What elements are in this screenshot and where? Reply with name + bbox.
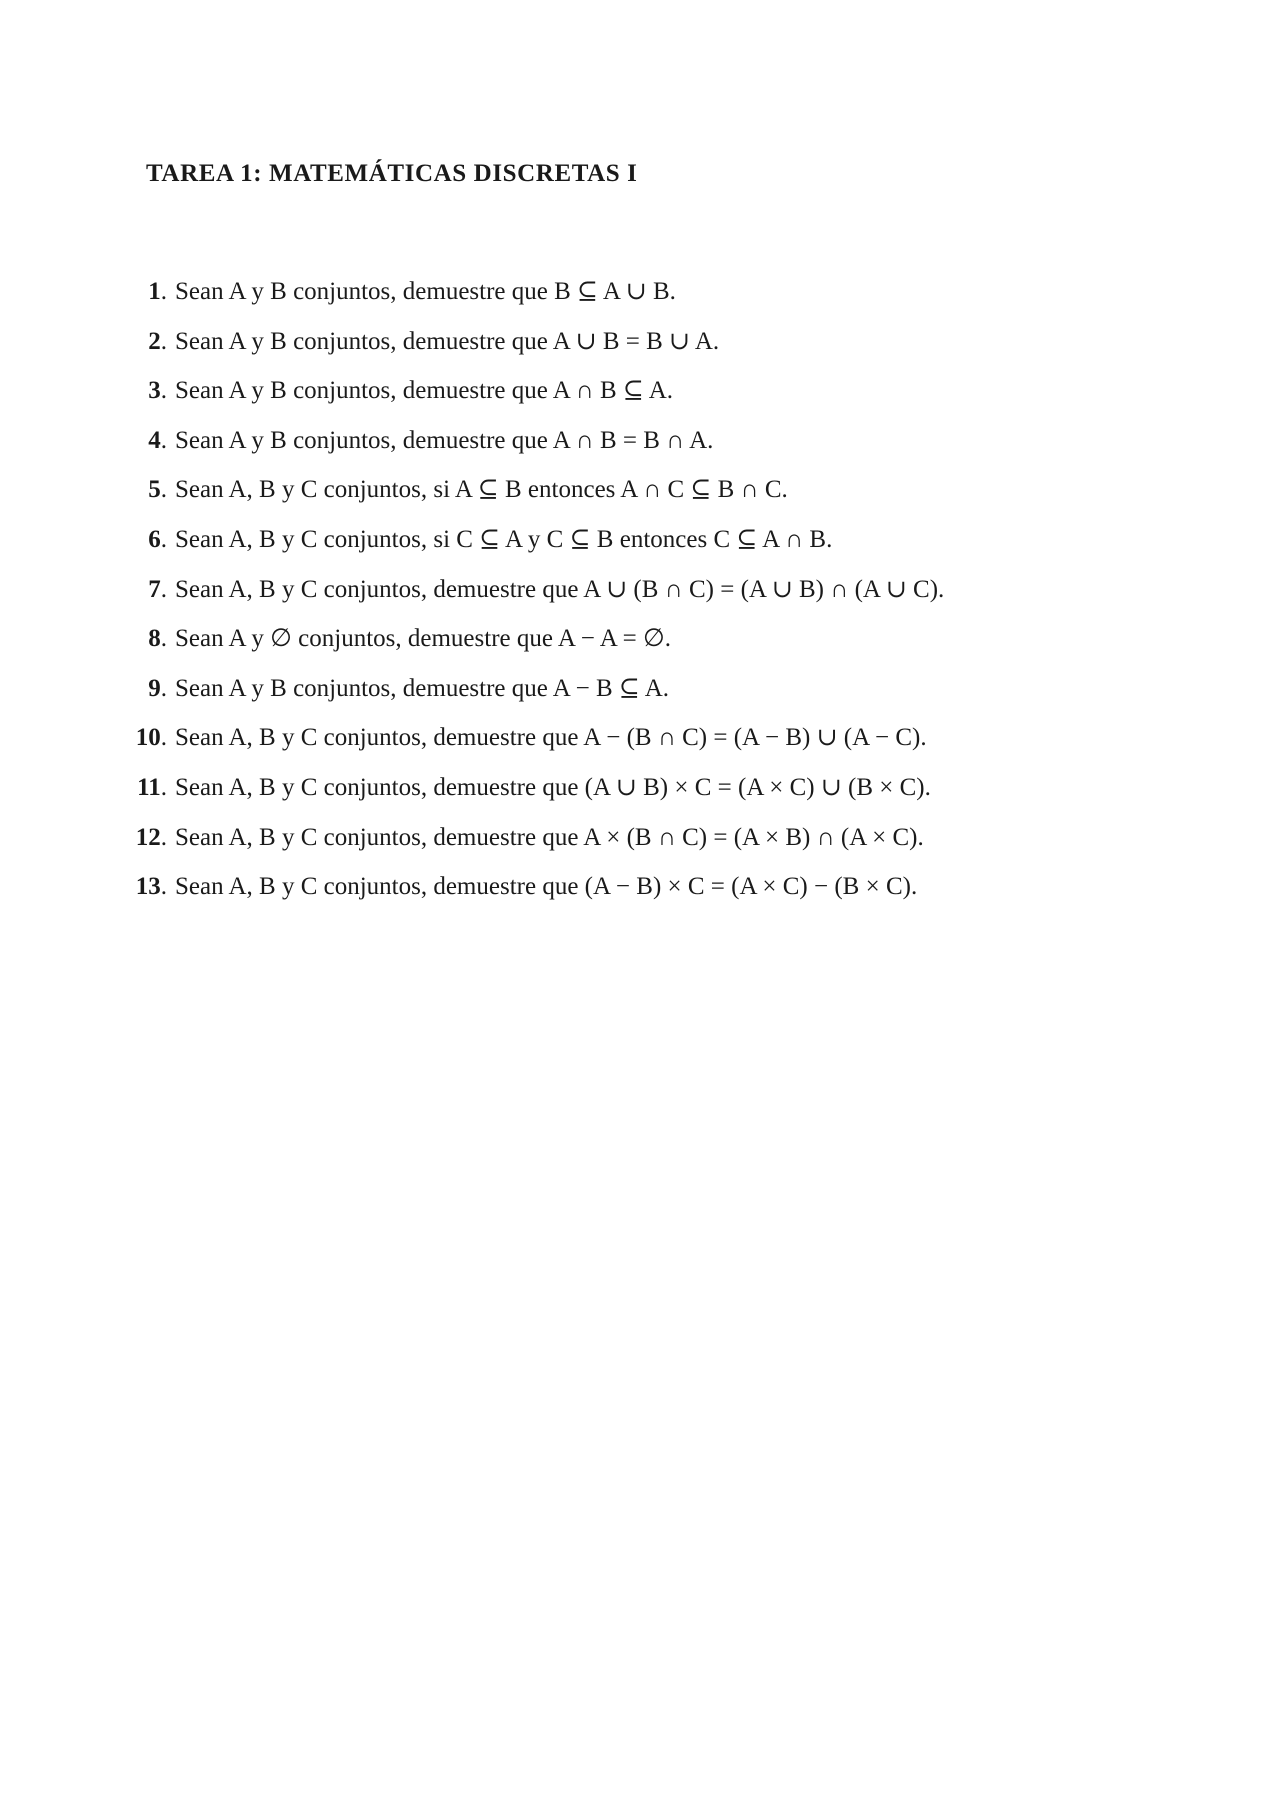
problem-number: 13. (135, 873, 167, 901)
problem-item (100, 322, 944, 372)
problem-text: Sean A y B conjuntos, demuestre que A − B ⊆ A. (175, 674, 670, 702)
problem-item (100, 421, 944, 471)
problem-number: 7. (148, 575, 167, 603)
problem-text: Sean A, B y C conjuntos, si A ⊆ B entonces A ∩ C ⊆ B ∩ C. (175, 476, 788, 504)
problem-text: Sean A y B conjuntos, demuestre que A ∪ B = B ∪ A. (175, 327, 720, 355)
problem-text: Sean A, B y C conjuntos, demuestre que A × (B ∩ C) = (A × B) ∩ (A × C). (175, 823, 924, 851)
problem-item (100, 818, 944, 868)
problem-text: Sean A, B y C conjuntos, demuestre que A ∪ (B ∩ C) = (A ∪ B) ∩ (A ∪ C). (175, 575, 945, 603)
problem-number: 12. (135, 823, 167, 851)
problem-number: 9. (148, 674, 167, 702)
problem-item (100, 867, 944, 917)
problem-text: Sean A y B conjuntos, demuestre que B ⊆ A ∪ B. (175, 278, 676, 305)
document-title: TAREA 1: MATEMÁTICAS DISCRETAS I (146, 160, 638, 187)
problem-list (100, 272, 944, 917)
problem-item (100, 520, 944, 570)
problem-text: Sean A y B conjuntos, demuestre que A ∩ B = B ∩ A. (175, 426, 714, 454)
problem-number: 8. (148, 625, 167, 653)
problem-number: 1. (148, 278, 167, 305)
problem-number: 6. (148, 525, 167, 553)
problem-text: Sean A y ∅ conjuntos, demuestre que A − A = ∅. (175, 625, 672, 653)
problem-item (100, 470, 944, 520)
problem-item (100, 669, 944, 719)
problem-number: 3. (148, 377, 167, 405)
problem-item (100, 570, 944, 620)
problem-number: 5. (148, 476, 167, 504)
problem-number: 10. (135, 724, 167, 752)
problem-item (100, 371, 944, 421)
problem-number: 4. (148, 426, 167, 454)
problem-item (100, 272, 944, 322)
problem-item (100, 619, 944, 669)
problem-item (100, 768, 944, 818)
problem-number: 11. (137, 773, 167, 801)
problem-text: Sean A, B y C conjuntos, demuestre que A − (B ∩ C) = (A − B) ∪ (A − C). (175, 724, 927, 752)
problem-text: Sean A, B y C conjuntos, demuestre que (A ∪ B) × C = (A × C) ∪ (B × C). (175, 773, 931, 801)
problem-text: Sean A, B y C conjuntos, si C ⊆ A y C ⊆ B entonces C ⊆ A ∩ B. (175, 525, 833, 553)
problem-number: 2. (148, 327, 167, 355)
problem-item (100, 718, 944, 768)
problem-text: Sean A, B y C conjuntos, demuestre que (A − B) × C = (A × C) − (B × C). (175, 873, 918, 901)
problem-text: Sean A y B conjuntos, demuestre que A ∩ B ⊆ A. (175, 377, 674, 405)
